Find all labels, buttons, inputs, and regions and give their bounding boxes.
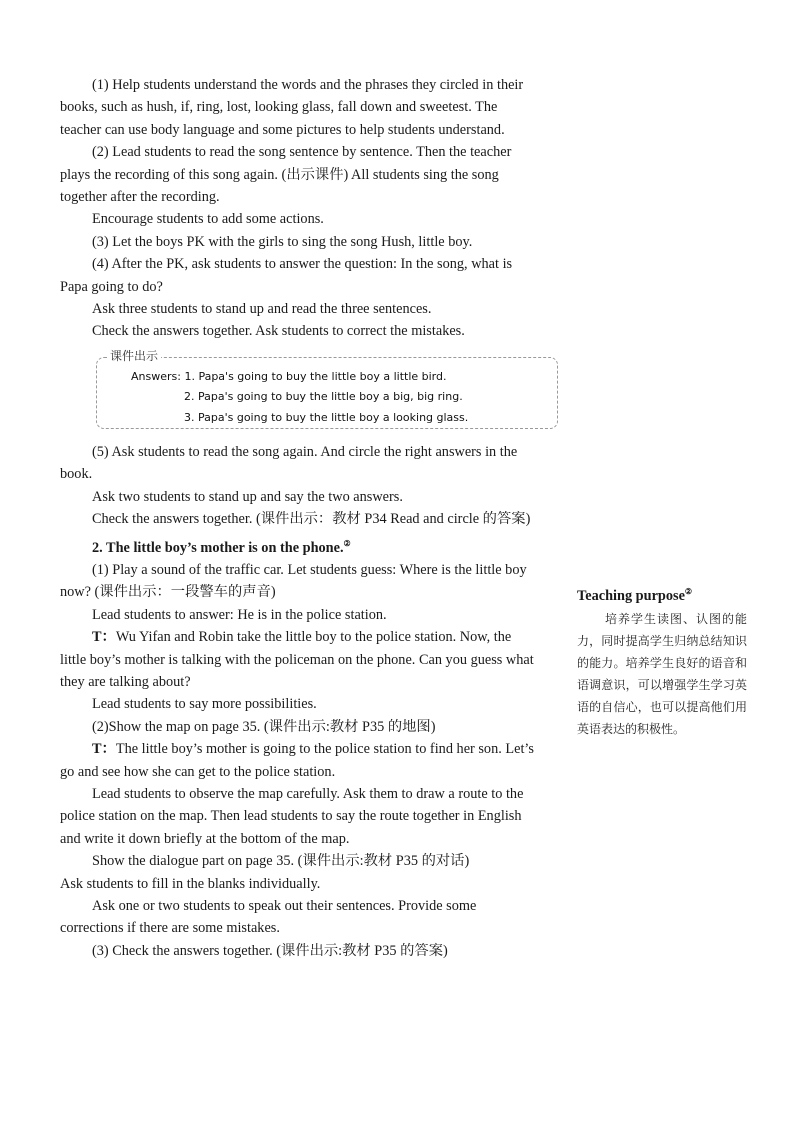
courseware-box-title: 课件出示 — [107, 348, 161, 364]
read-sentences-paragraph: Ask three students to stand up and read the three sentences. — [92, 301, 432, 318]
answer-police-paragraph: Lead students to answer: He is in the police station. — [92, 606, 387, 623]
speak-out-paragraph: Ask one or two students to speak out their sentences. Provide some corrections if there are some mistakes. — [60, 898, 477, 937]
teacher-label: T： — [92, 741, 116, 758]
teaching-purpose-title — [577, 586, 747, 606]
teaching-purpose-sidebar — [577, 586, 747, 740]
teacher-talk-1 — [60, 626, 538, 693]
step-2-paragraph: (2) Lead students to read the song sentence by sentence. Then the teacher plays the recording of this song again. (出示课件) All students sing the song together after the recording. — [60, 144, 512, 206]
two-answers-paragraph: Ask two students to stand up and say the two answers. — [92, 488, 403, 505]
teaching-purpose-body: 培养学生读图、认图的能力，同时提高学生归纳总结知识的能力。培养学生良好的语音和语调意识，可以增强学生学习英语的自信心，也可以提高他们用英语表达的积极性。 — [577, 612, 747, 736]
answer-line-1: Answers: 1. Papa's going to buy the little boy a little bird. — [131, 369, 447, 383]
section-heading-text: 2. The little boy’s mother is on the phone. — [92, 539, 344, 556]
possibilities-paragraph: Lead students to say more possibilities. — [92, 696, 317, 713]
teacher-label: T： — [92, 629, 116, 646]
step-4-paragraph: (4) After the PK, ask students to answer the question: In the song, what is Papa going to do? — [60, 256, 513, 295]
teacher-talk-2 — [60, 738, 538, 783]
check-answers-paragraph: Check the answers together. Ask students to correct the mistakes. — [92, 323, 465, 340]
step-5-paragraph: (5) Ask students to read the song again. And circle the right answers in the book. — [60, 443, 518, 483]
check-p35-paragraph: (3) Check the answers together. (课件出示:教材 P35 的答案) — [92, 942, 448, 959]
show-map-paragraph: (2)Show the map on page 35. (课件出示:教材 P35 的地图) — [92, 718, 436, 735]
teaching-purpose-title-text: Teaching purpose — [577, 588, 685, 604]
answer-line-3: 3. Papa's going to buy the little boy a looking glass. — [184, 410, 469, 424]
teacher-talk-2-text: The little boy’s mother is going to the police station to find her son. Let’s go and see how she can get to the police station. — [60, 741, 534, 780]
play-sound-paragraph: (1) Play a sound of the traffic car. Let students guess: Where is the little boy now? (课件出示：一段警车的声音) — [60, 561, 527, 601]
observe-map-paragraph: Lead students to observe the map carefully. Ask them to draw a route to the police station on the map. Then lead students to say the route together in English and write it down briefly at the bottom of the map. — [60, 785, 524, 847]
answer-line-2: 2. Papa's going to buy the little boy a big, big ring. — [184, 389, 463, 403]
teacher-talk-1-text: Wu Yifan and Robin take the little boy to the police station. Now, the little boy’s mother is talking with the policeman on the phone. Can you guess what they are talking about? — [60, 629, 534, 690]
actions-paragraph: Encourage students to add some actions. — [92, 211, 324, 228]
fill-blanks-paragraph: Ask students to fill in the blanks individually. — [60, 875, 321, 892]
lesson-main-column — [60, 74, 538, 962]
step-1-paragraph: (1) Help students understand the words and the phrases they circled in their books, such as hush, if, ring, lost, looking glass, fall down and sweetest. The teacher can use body language and some pictures to help students understand. — [60, 77, 524, 138]
section-heading — [60, 537, 538, 559]
courseware-answers-box — [96, 348, 558, 429]
step-3-paragraph: (3) Let the boys PK with the girls to sing the song Hush, little boy. — [92, 233, 473, 250]
check-p34-paragraph: Check the answers together. (课件出示：教材 P34 Read and circle 的答案) — [92, 511, 531, 528]
footnote-marker: ② — [684, 587, 693, 597]
footnote-marker: ② — [343, 538, 351, 548]
show-dialogue-paragraph: Show the dialogue part on page 35. (课件出示:教材 P35 的对话) — [92, 853, 470, 870]
